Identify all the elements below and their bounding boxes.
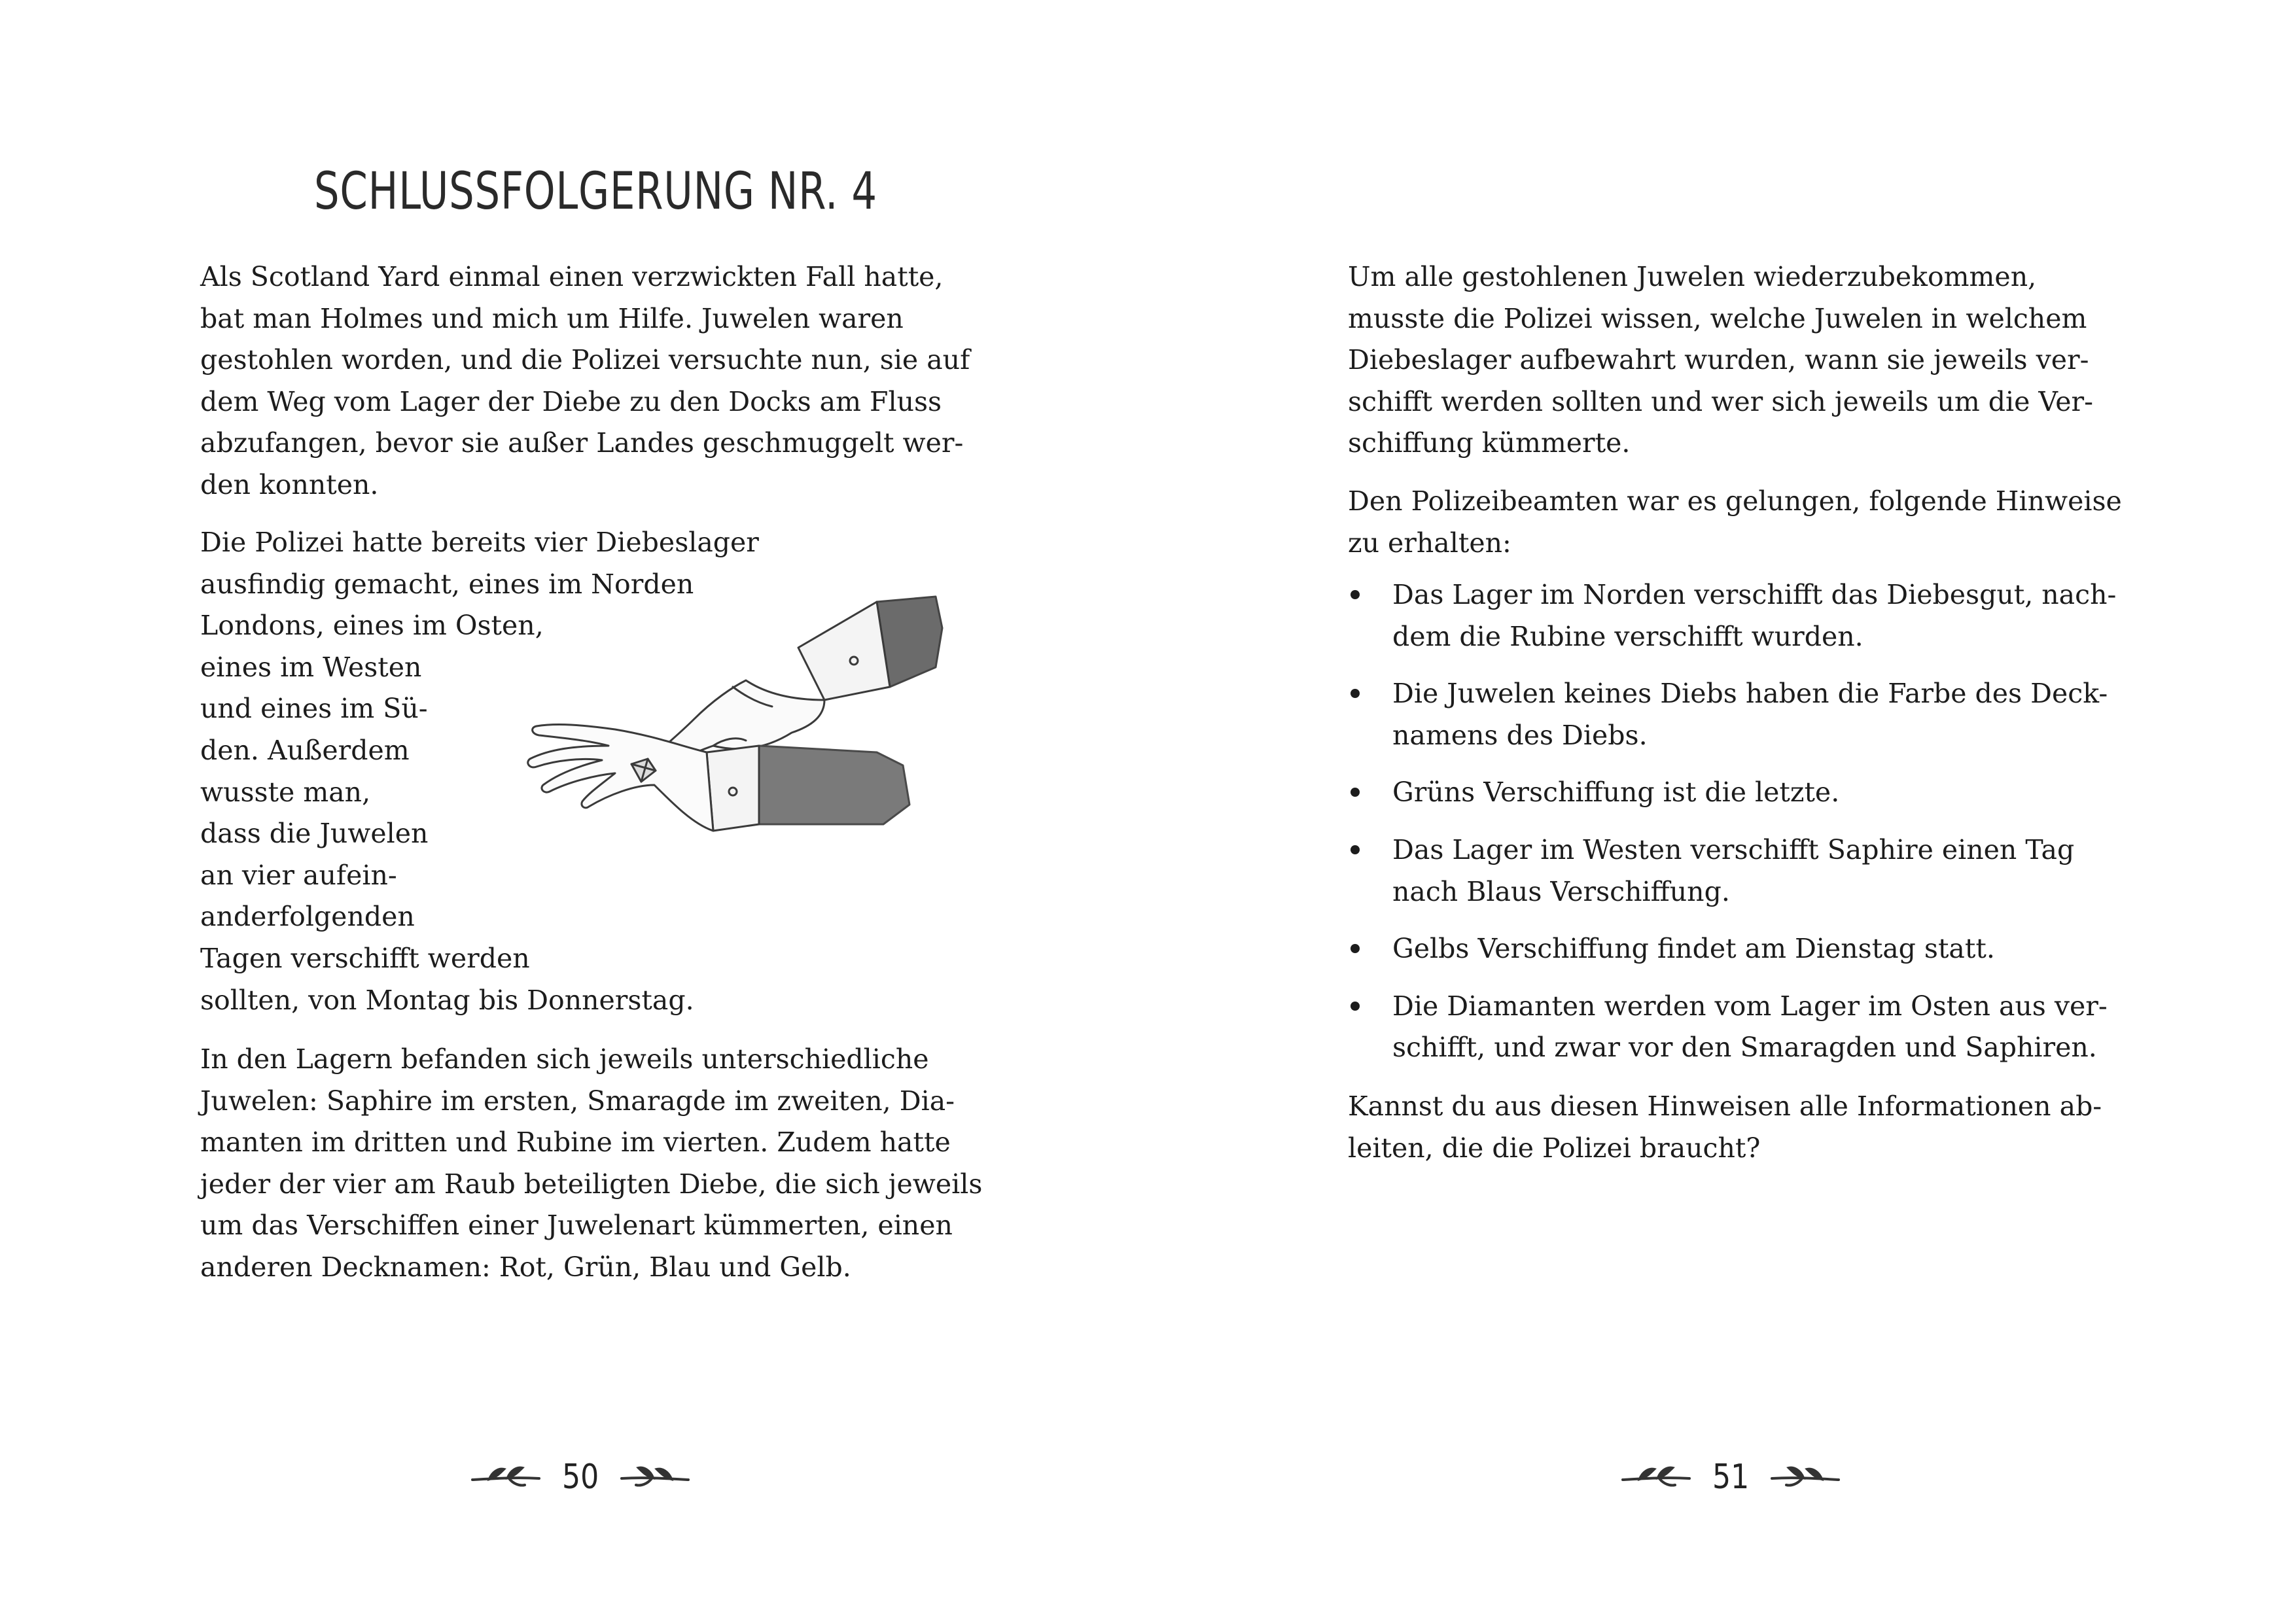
bullet-icon (1351, 590, 1360, 599)
text-line: schifft werden sollten und wer sich jeweils um die Ver- (1348, 385, 2093, 417)
text-line: um das Verschiffen einer Juwelenart kümmerten, einen (200, 1210, 953, 1242)
text-line: an vier aufein- (200, 859, 397, 891)
text-line: Als Scotland Yard einmal einen verzwickten Fall hatte, (200, 261, 944, 292)
text-line: leiten, die die Polizei braucht? (1348, 1132, 1761, 1164)
clue-item (1348, 986, 2133, 1069)
clue-item (1348, 574, 2133, 657)
text-line: den konnten. (200, 468, 379, 500)
bullet-icon (1351, 845, 1360, 854)
clue-item (1348, 928, 2133, 970)
text-line: Londons, eines im Osten, (200, 610, 544, 642)
text-line: und eines im Sü- (200, 693, 428, 725)
left-leaf-ornament-icon (470, 1464, 542, 1490)
text-line: jeder der vier am Raub beteiligten Diebe, die sich jeweils (200, 1168, 983, 1200)
text-line: sollten, von Montag bis Donnerstag. (200, 984, 694, 1016)
text-line: schiffung kümmerte. (1348, 427, 1631, 459)
text-line: Die Diamanten werden vom Lager im Osten aus ver- (1392, 990, 2108, 1022)
right-paragraph-3 (1348, 1086, 2102, 1169)
text-line: Das Lager im Westen verschifft Saphire einen Tag (1392, 833, 2075, 865)
clue-list (1348, 574, 2133, 1085)
text-line: musste die Polizei wissen, welche Juwelen in welchem (1348, 302, 2087, 334)
text-line: Grüns Verschiffung ist die letzte. (1392, 777, 1840, 809)
text-line: gestohlen worden, und die Polizei versuchte nun, sie auf (200, 344, 970, 376)
text-line: dem die Rubine verschifft wurden. (1392, 620, 1863, 652)
left-paragraph-3 (200, 1039, 982, 1289)
right-paragraph-1 (1348, 256, 2093, 464)
text-line: Gelbs Verschiffung findet am Dienstag statt. (1392, 933, 1995, 965)
page-number-left (470, 1457, 691, 1497)
text-line: Den Polizeibeamten war es gelungen, folgende Hinweise (1348, 485, 2122, 517)
clue-item (1348, 772, 2133, 814)
text-line: dem Weg vom Lager der Diebe zu den Docks am Fluss (200, 385, 942, 417)
page-number-50: 50 (561, 1457, 599, 1497)
text-line: Diebeslager aufbewahrt wurden, wann sie jeweils ver- (1348, 344, 2089, 376)
text-line: wusste man, (200, 776, 371, 808)
text-line: In den Lagern befanden sich jeweils unterschiedliche (200, 1043, 929, 1075)
pointing-hand-illustration (484, 589, 955, 877)
text-line: Tagen verschifft werden (200, 942, 530, 974)
text-line: abzufangen, bevor sie außer Landes geschmuggelt wer- (200, 427, 964, 459)
page-title: SCHLUSSFOLGERUNG NR. 4 (314, 162, 877, 221)
right-paragraph-2 (1348, 481, 2122, 564)
page-number-51: 51 (1712, 1457, 1750, 1497)
text-line: den. Außerdem (200, 734, 410, 766)
text-line: nach Blaus Verschiffung. (1392, 875, 1730, 907)
text-line: manten im dritten und Rubine im vierten. Zudem hatte (200, 1126, 951, 1159)
text-line: namens des Diebs. (1392, 719, 1648, 751)
bullet-icon (1351, 689, 1360, 698)
text-line: eines im Westen (200, 651, 422, 683)
text-line: bat man Holmes und mich um Hilfe. Juwelen waren (200, 302, 904, 334)
bullet-icon (1351, 944, 1360, 953)
text-line: Das Lager im Norden verschifft das Diebesgut, nach- (1392, 579, 2117, 610)
left-paragraph-1 (200, 256, 970, 506)
bullet-icon (1351, 1002, 1360, 1011)
text-line: Um alle gestohlenen Juwelen wiederzubekommen, (1348, 261, 2037, 292)
text-line: Die Juwelen keines Diebs haben die Farbe des Deck- (1392, 678, 2108, 710)
text-line: Juwelen: Saphire im ersten, Smaragde im zweiten, Dia- (200, 1085, 955, 1117)
text-line: zu erhalten: (1348, 527, 1511, 559)
text-line: ausfindig gemacht, eines im Norden (200, 568, 694, 600)
text-line: anderfolgenden (200, 901, 415, 933)
text-line: dass die Juwelen (200, 818, 429, 850)
left-leaf-ornament-icon (1620, 1464, 1692, 1490)
clue-item (1348, 673, 2133, 756)
right-leaf-ornament-icon (619, 1464, 691, 1490)
right-leaf-ornament-icon (1769, 1464, 1841, 1490)
text-line: schifft, und zwar vor den Smaragden und Saphiren. (1392, 1032, 2097, 1064)
clue-item (1348, 829, 2133, 913)
text-line: anderen Decknamen: Rot, Grün, Blau und Gelb. (200, 1251, 851, 1283)
text-line: Kannst du aus diesen Hinweisen alle Informationen ab- (1348, 1091, 2102, 1122)
text-line: Die Polizei hatte bereits vier Diebeslager (200, 527, 759, 558)
bullet-icon (1351, 788, 1360, 797)
page-number-right (1620, 1457, 1841, 1497)
